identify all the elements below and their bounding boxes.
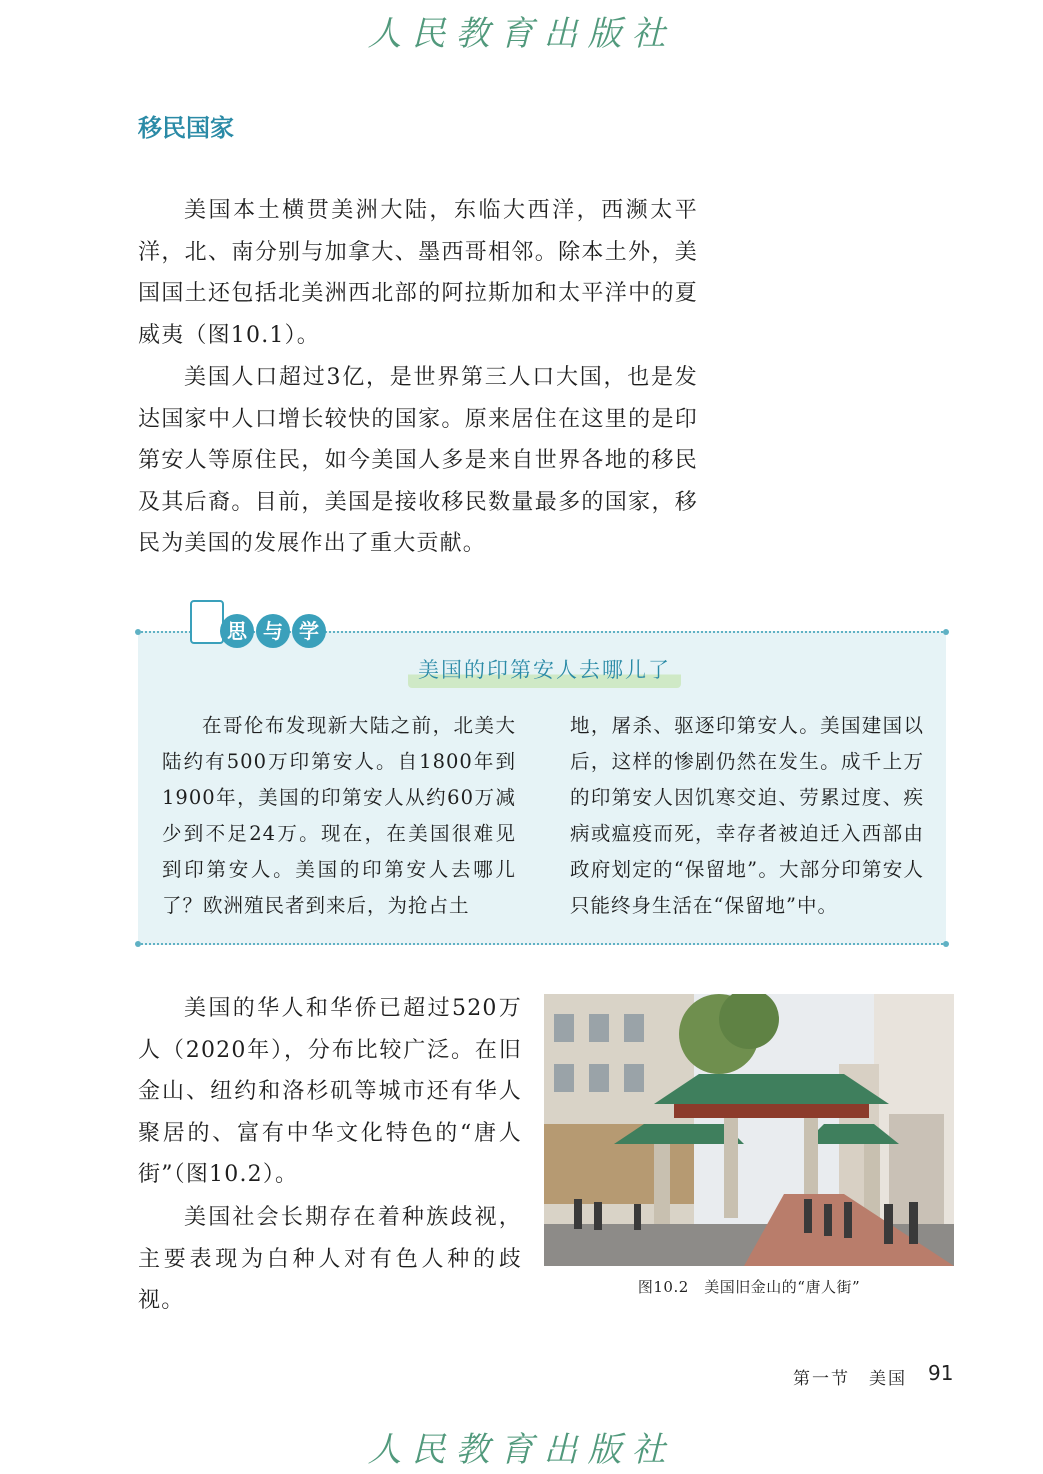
think-and-learn-badge — [190, 600, 330, 650]
badge-char: 思 — [220, 614, 254, 648]
box-bottom-dotted-line — [138, 943, 946, 945]
line-end-dot — [135, 941, 141, 947]
line-end-dot — [943, 941, 949, 947]
paragraph-population: 美国人口超过3亿，是世界第三人口大国，也是发达国家中人口增长较快的国家。原来居住在这里的是印第安人等原住民，如今美国人多是来自世界各地的移民及其后裔。目前，美国是接收移民数量最多的国家，移民为美国的发展作出了重大贡献。 — [138, 365, 698, 556]
publisher-watermark-bottom: 人民教育出版社 — [367, 1430, 676, 1470]
section-title: 移民国家 — [138, 114, 234, 142]
think-box-title: 美国的印第安人去哪儿了 — [408, 654, 681, 688]
badge-char: 学 — [292, 614, 326, 648]
think-box-left-column: 在哥伦布发现新大陆之前，北美大陆约有500万印第安人。自1800年到1900年，美国的印第安人从约60万减少到不足24万。现在，在美国很难见到印第安人。美国的印第安人去哪儿了？欧洲殖民者到来后，为抢占土 — [162, 714, 516, 917]
think-box-right-column: 地，屠杀、驱逐印第安人。美国建国以后，这样的惨剧仍然在发生。成千上万的印第安人因饥寒交迫、劳累过度、疾病或瘟疫而死，幸存者被迫迁入西部由政府划定的“保留地”。大部分印第安人只能终身生活在“保留地”中。 — [570, 714, 924, 917]
page-number: 91 — [928, 1361, 954, 1385]
paragraph-territory: 美国本土横贯美洲大陆，东临大西洋，西濒太平洋，北、南分别与加拿大、墨西哥相邻。除本土外，美国国土还包括北美洲西北部的阿拉斯加和太平洋中的夏威夷（图10.1）。 — [138, 198, 698, 348]
line-end-dot — [943, 629, 949, 635]
paragraph-discrimination: 美国社会长期存在着种族歧视，主要表现为白种人对有色人种的歧视。 — [138, 1205, 522, 1313]
publisher-watermark-top: 人民教育出版社 — [367, 14, 676, 54]
chapter-footer: 第一节 美国 — [793, 1369, 907, 1389]
badge-char: 与 — [256, 614, 290, 648]
chinatown-gate-photo — [544, 994, 954, 1266]
paragraph-chinese-americans: 美国的华人和华侨已超过520万人（2020年），分布比较广泛。在旧金山、纽约和洛杉矶等城市还有华人聚居的、富有中华文化特色的“唐人街”（图10.2）。 — [138, 996, 522, 1187]
notebook-icon — [190, 600, 224, 644]
line-end-dot — [135, 629, 141, 635]
figure-caption: 图10.2 美国旧金山的“唐人街” — [637, 1278, 861, 1296]
